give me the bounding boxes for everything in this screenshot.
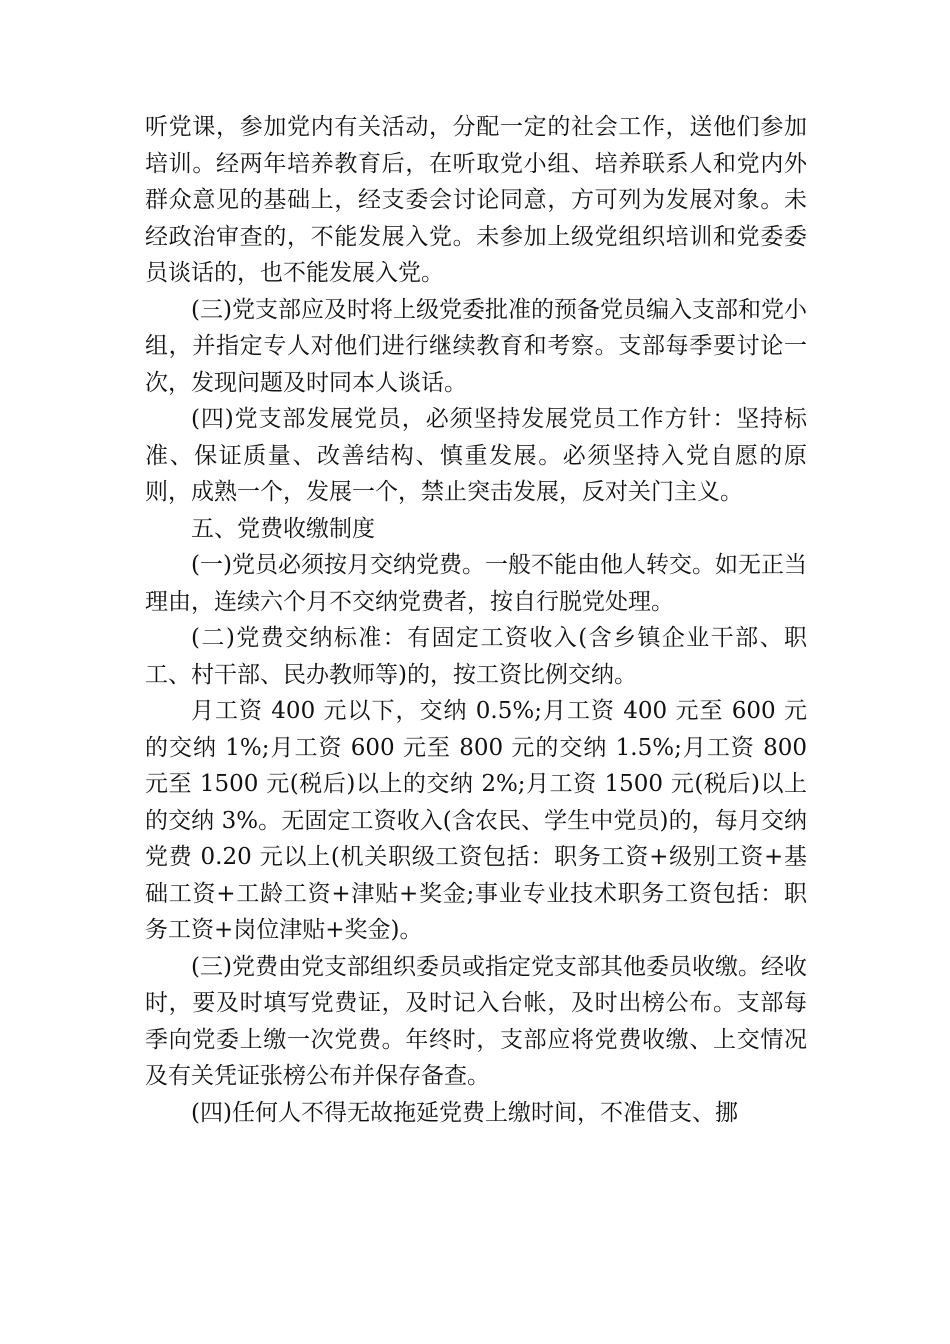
- paragraph-dues-item-1: (一)党员必须按月交纳党费。一般不能由他人转交。如无正当理由，连续六个月不交纳党费者，按自行脱党处理。: [145, 552, 807, 615]
- paragraph-dues-rates: 月工资 400 元以下，交纳 0.5%;月工资 400 元至 600 元的交纳 1%;月工资 600 元至 800 元的交纳 1.5%;月工资 800 元至 1500 元(税后)以上的交纳 2%;月工资 1500 元(税后)以上的交纳 3%。无固定工资收入(含农民、学生中党员)的，每月交纳党费 0.20 元以上(机关职级工资包括：职务工资+级别工资+基础工资+工龄工资+津贴+奖金;事业专业技术职务工资包括：职务工资+岗位津贴+奖金)。: [145, 698, 807, 943]
- paragraph-item-4: (四)党支部发展党员，必须坚持发展党员工作方针：坚持标准、保证质量、改善结构、慎重发展。必须坚持入党自愿的原则，成熟一个，发展一个，禁止突击发展，反对关门主义。: [145, 406, 807, 505]
- paragraph-dues-item-3: (三)党费由党支部组织委员或指定党支部其他委员收缴。经收时，要及时填写党费证，及时记入台帐，及时出榜公布。支部每季向党委上缴一次党费。年终时，支部应将党费收缴、上交情况及有关凭证张榜公布并保存备查。: [145, 953, 807, 1089]
- paragraph-dues-item-2: (二)党费交纳标准：有固定工资收入(含乡镇企业干部、职工、村干部、民办教师等)的，按工资比例交纳。: [145, 625, 807, 688]
- section-heading-party-dues: 五、党费收缴制度: [191, 515, 375, 542]
- paragraph-continuation: 听党课，参加党内有关活动，分配一定的社会工作，送他们参加培训。经两年培养教育后，在听取党小组、培养联系人和党内外群众意见的基础上，经支委会讨论同意，方可列为发展对象。未经政治审查的，不能发展入党。未参加上级党组织培训和党委委员谈话的，也不能发展入党。: [145, 114, 807, 286]
- paragraph-dues-item-4: (四)任何人不得无故拖延党费上缴时间，不准借支、挪: [191, 1099, 738, 1126]
- document-body: [145, 109, 807, 1131]
- paragraph-item-3: (三)党支部应及时将上级党委批准的预备党员编入支部和党小组，并指定专人对他们进行继续教育和考察。支部每季要讨论一次，发现问题及时同本人谈话。: [145, 296, 807, 396]
